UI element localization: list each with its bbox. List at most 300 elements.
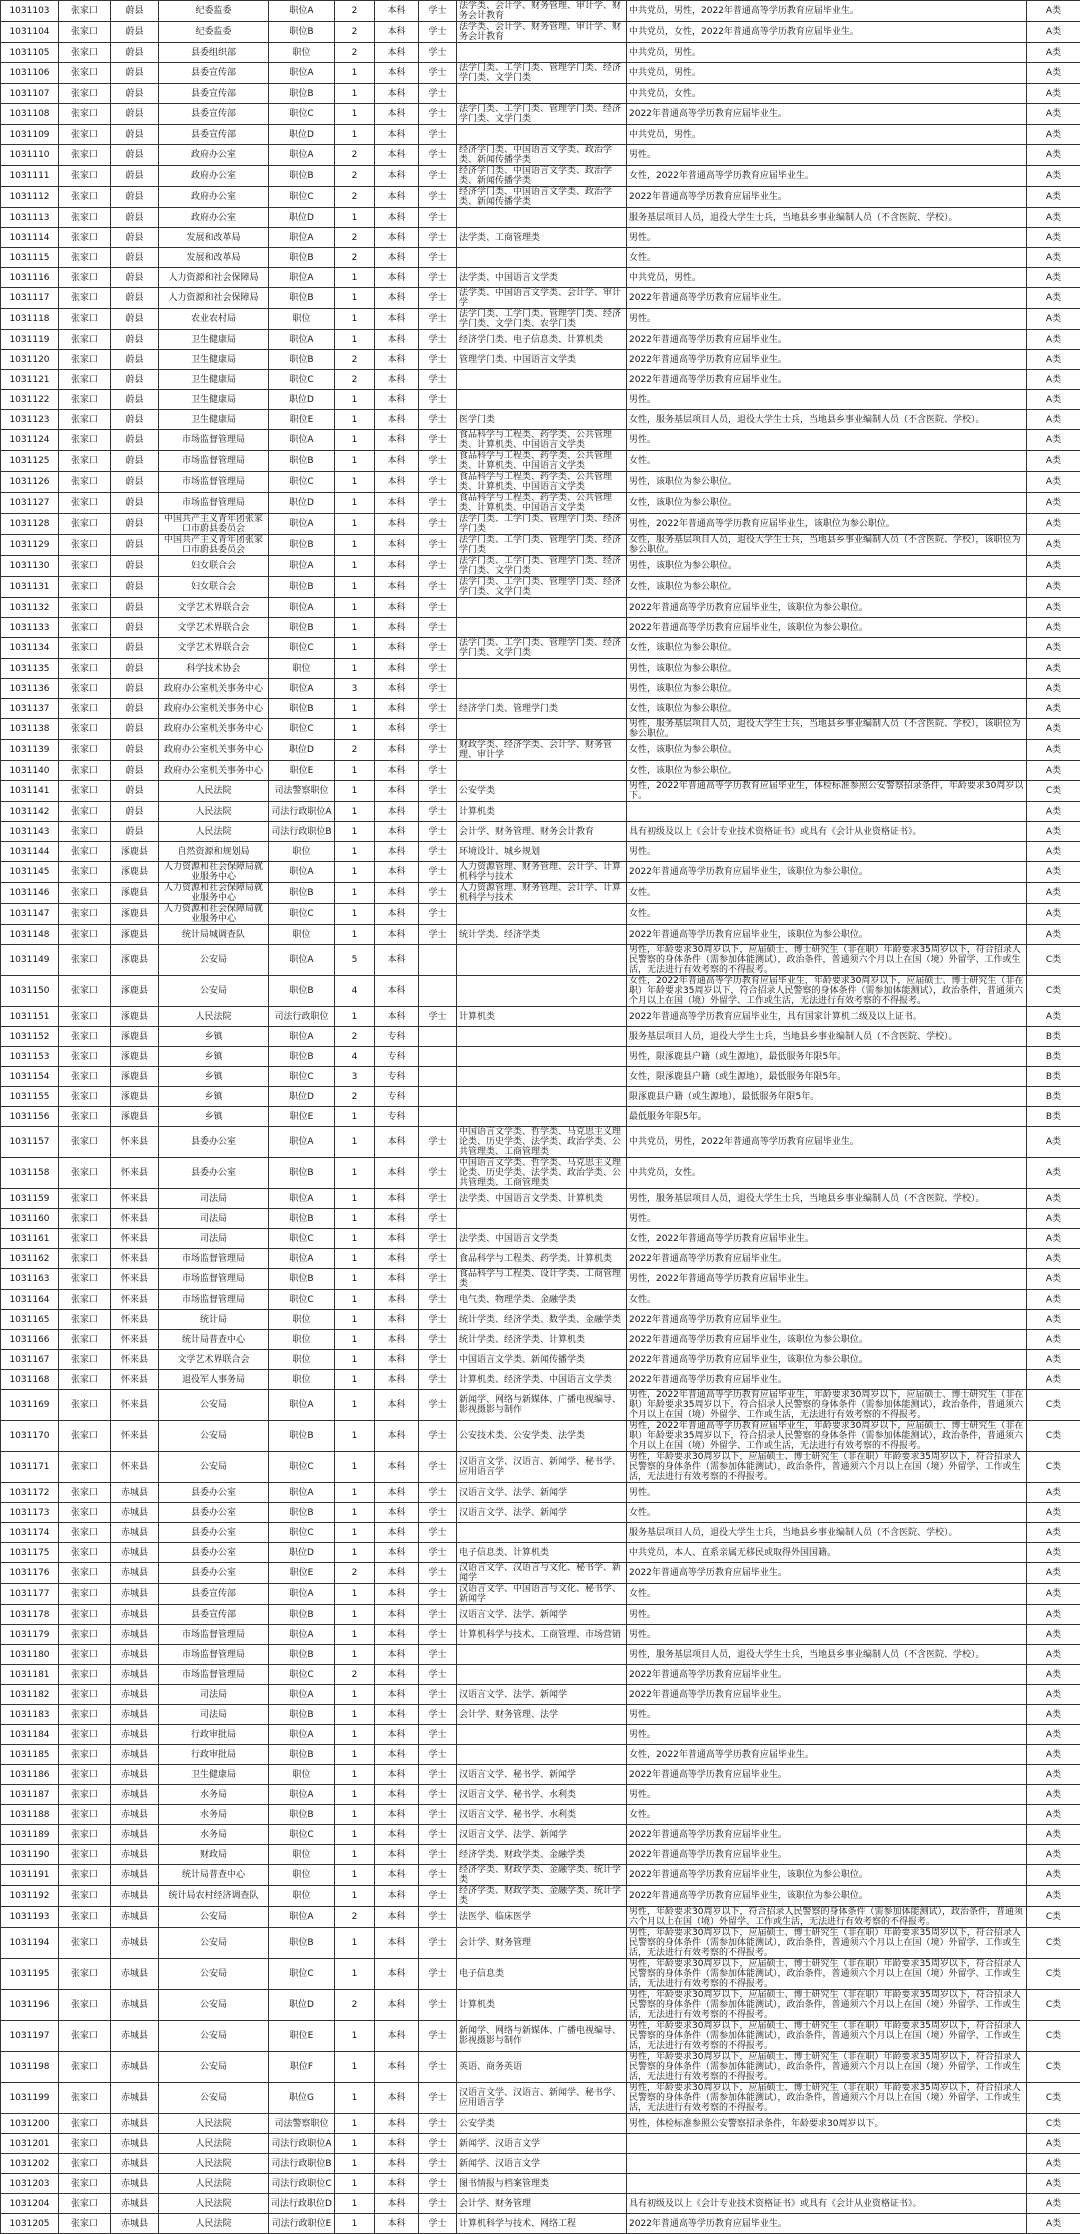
- requirements-cell: 中共党员，男性。: [627, 125, 1027, 145]
- headcount-cell: 1: [335, 1928, 375, 1959]
- education-cell: 本科: [375, 1645, 419, 1665]
- position-code-cell: 1031198: [1, 2052, 59, 2083]
- city-cell: 张家口: [59, 84, 111, 104]
- degree-cell: 学士: [419, 556, 457, 577]
- requirements-cell: 男性。: [627, 1705, 1027, 1725]
- major-cell: 计算机类: [457, 1007, 627, 1027]
- headcount-cell: 1: [335, 802, 375, 822]
- county-cell: 蔚县: [111, 761, 159, 781]
- category-cell: A类: [1027, 1310, 1080, 1330]
- table-row: [1, 822, 1080, 842]
- county-cell: 蔚县: [111, 781, 159, 802]
- county-cell: 赤城县: [111, 2194, 159, 2214]
- category-cell: A类: [1027, 1563, 1080, 1584]
- department-cell: 县委组织部: [159, 43, 269, 63]
- city-cell: 张家口: [59, 472, 111, 493]
- headcount-cell: 1: [335, 84, 375, 104]
- table-row: [1, 1928, 1080, 1959]
- position-name-cell: 职位A: [269, 1483, 335, 1503]
- position-code-cell: 1031179: [1, 1625, 59, 1645]
- education-cell: 本科: [375, 1503, 419, 1523]
- position-code-cell: 1031171: [1, 1452, 59, 1483]
- county-cell: 赤城县: [111, 1625, 159, 1645]
- category-cell: A类: [1027, 451, 1080, 472]
- position-name-cell: 职位B: [269, 451, 335, 472]
- department-cell: 纪委监委: [159, 22, 269, 43]
- department-cell: 县委宣传部: [159, 84, 269, 104]
- department-cell: 人民法院: [159, 2154, 269, 2174]
- category-cell: C类: [1027, 2052, 1080, 2083]
- position-code-cell: 1031161: [1, 1229, 59, 1249]
- education-cell: 本科: [375, 451, 419, 472]
- department-cell: 司法局: [159, 1229, 269, 1249]
- position-code-cell: 1031151: [1, 1007, 59, 1027]
- department-cell: 市场监督管理局: [159, 1625, 269, 1645]
- education-cell: 本科: [375, 187, 419, 208]
- county-cell: 赤城县: [111, 2021, 159, 2052]
- county-cell: 赤城县: [111, 1503, 159, 1523]
- position-code-cell: 1031184: [1, 1725, 59, 1745]
- county-cell: 蔚县: [111, 370, 159, 390]
- headcount-cell: 1: [335, 1229, 375, 1249]
- headcount-cell: 1: [335, 2174, 375, 2194]
- requirements-cell: 男性，该职位为参公职位。: [627, 556, 1027, 577]
- degree-cell: 学士: [419, 430, 457, 451]
- requirements-cell: 2022年普通高等学历教育应届毕业生。: [627, 1249, 1027, 1269]
- education-cell: 本科: [375, 248, 419, 268]
- major-cell: 计算机科学与技术、工商管理、市场营销: [457, 1625, 627, 1645]
- requirements-cell: 男性，限涿鹿县户籍（或生源地），最低服务年限5年。: [627, 1047, 1027, 1067]
- degree-cell: 学士: [419, 883, 457, 904]
- position-code-cell: 1031138: [1, 719, 59, 740]
- headcount-cell: 1: [335, 309, 375, 330]
- table-row: [1, 2154, 1080, 2174]
- county-cell: 怀来县: [111, 1290, 159, 1310]
- requirements-cell: 男性。: [627, 1483, 1027, 1503]
- major-cell: 会计学、财务管理、法学: [457, 1705, 627, 1725]
- degree-cell: 学士: [419, 1007, 457, 1027]
- category-cell: A类: [1027, 2154, 1080, 2174]
- degree-cell: 学士: [419, 802, 457, 822]
- category-cell: A类: [1027, 330, 1080, 350]
- position-name-cell: 职位A: [269, 1907, 335, 1928]
- position-code-cell: 1031126: [1, 472, 59, 493]
- city-cell: 张家口: [59, 1865, 111, 1886]
- position-name-cell: 司法行政职位E: [269, 2214, 335, 2234]
- table-row: [1, 1990, 1080, 2021]
- position-name-cell: 职位A: [269, 1249, 335, 1269]
- city-cell: 张家口: [59, 1959, 111, 1990]
- headcount-cell: 1: [335, 1959, 375, 1990]
- position-name-cell: 职位D: [269, 208, 335, 228]
- degree-cell: 学士: [419, 2134, 457, 2154]
- position-name-cell: 司法行政职位D: [269, 2194, 335, 2214]
- degree-cell: 学士: [419, 1725, 457, 1745]
- requirements-cell: 2022年普通高等学历教育应届毕业生。: [627, 1765, 1027, 1785]
- position-code-cell: 1031163: [1, 1269, 59, 1290]
- category-cell: A类: [1027, 22, 1080, 43]
- department-cell: 卫生健康局: [159, 350, 269, 370]
- department-cell: 水务局: [159, 1825, 269, 1845]
- table-row: [1, 618, 1080, 638]
- category-cell: A类: [1027, 842, 1080, 862]
- headcount-cell: 1: [335, 1330, 375, 1350]
- position-name-cell: 司法警察职位: [269, 781, 335, 802]
- city-cell: 张家口: [59, 1665, 111, 1685]
- position-code-cell: 1031177: [1, 1584, 59, 1605]
- requirements-cell: 中共党员，男性。: [627, 268, 1027, 288]
- table-row: [1, 1865, 1080, 1886]
- major-cell: 会计学、财务管理: [457, 1928, 627, 1959]
- major-cell: [457, 1209, 627, 1229]
- requirements-cell: [627, 2154, 1027, 2174]
- table-row: [1, 1, 1080, 22]
- category-cell: A类: [1027, 883, 1080, 904]
- position-name-cell: 职位: [269, 1370, 335, 1390]
- county-cell: 蔚县: [111, 248, 159, 268]
- major-cell: 法学门类、工学门类、管理学门类、经济学门类、文学门类: [457, 104, 627, 125]
- department-cell: 公安局: [159, 2052, 269, 2083]
- major-cell: 法学类、会计学、财务管理、审计学、财务会计教育: [457, 22, 627, 43]
- county-cell: 涿鹿县: [111, 883, 159, 904]
- category-cell: C类: [1027, 2114, 1080, 2134]
- position-code-cell: 1031172: [1, 1483, 59, 1503]
- degree-cell: 学士: [419, 1350, 457, 1370]
- position-code-cell: 1031159: [1, 1189, 59, 1209]
- requirements-cell: 男性，年龄要求30周岁以下，符合招录人民警察的身体条件（需参加体能测试），政治条件，普通须六个月以上在国（境）外留学、工作或生活，无法进行有效考察的不得报考。: [627, 1907, 1027, 1928]
- category-cell: A类: [1027, 1785, 1080, 1805]
- county-cell: 赤城县: [111, 2052, 159, 2083]
- major-cell: [457, 1067, 627, 1087]
- category-cell: A类: [1027, 1825, 1080, 1845]
- requirements-cell: 中共党员，女性，2022年普通高等学历教育应届毕业生。: [627, 22, 1027, 43]
- department-cell: 人民法院: [159, 2114, 269, 2134]
- headcount-cell: 1: [335, 472, 375, 493]
- major-cell: 汉语言文学、汉语言与文化、秘书学、新闻学: [457, 1563, 627, 1584]
- category-cell: A类: [1027, 1229, 1080, 1249]
- position-name-cell: 职位B: [269, 1503, 335, 1523]
- category-cell: B类: [1027, 1027, 1080, 1047]
- department-cell: 行政审批局: [159, 1725, 269, 1745]
- category-cell: A类: [1027, 1725, 1080, 1745]
- education-cell: 专科: [375, 1047, 419, 1067]
- table-row: [1, 862, 1080, 883]
- county-cell: 赤城县: [111, 1483, 159, 1503]
- county-cell: 涿鹿县: [111, 1087, 159, 1107]
- education-cell: 本科: [375, 145, 419, 166]
- headcount-cell: 1: [335, 862, 375, 883]
- requirements-cell: 男性。: [627, 1785, 1027, 1805]
- department-cell: 公安局: [159, 1390, 269, 1421]
- major-cell: 法学门类、工学门类、管理学门类、经济学门类、文学门类、农学门类: [457, 309, 627, 330]
- county-cell: 怀来县: [111, 1127, 159, 1158]
- headcount-cell: 1: [335, 1725, 375, 1745]
- requirements-cell: 2022年普通高等学历教育应届毕业生，该职位为参公职位。: [627, 618, 1027, 638]
- education-cell: 本科: [375, 1745, 419, 1765]
- city-cell: 张家口: [59, 1269, 111, 1290]
- county-cell: 怀来县: [111, 1209, 159, 1229]
- degree-cell: 学士: [419, 1452, 457, 1483]
- city-cell: 张家口: [59, 1685, 111, 1705]
- city-cell: 张家口: [59, 309, 111, 330]
- county-cell: 蔚县: [111, 719, 159, 740]
- position-code-cell: 1031103: [1, 1, 59, 22]
- position-name-cell: 职位B: [269, 618, 335, 638]
- department-cell: 自然资源和规划局: [159, 842, 269, 862]
- degree-cell: 学士: [419, 679, 457, 699]
- table-row: [1, 1209, 1080, 1229]
- position-code-cell: 1031175: [1, 1543, 59, 1563]
- city-cell: 张家口: [59, 390, 111, 410]
- table-row: [1, 976, 1080, 1007]
- table-row: [1, 2214, 1080, 2234]
- category-cell: A类: [1027, 43, 1080, 63]
- requirements-cell: 中共党员，女性。: [627, 1158, 1027, 1189]
- major-cell: [457, 904, 627, 925]
- headcount-cell: 1: [335, 1249, 375, 1269]
- county-cell: 蔚县: [111, 618, 159, 638]
- category-cell: A类: [1027, 679, 1080, 699]
- table-row: [1, 1290, 1080, 1310]
- table-row: [1, 1067, 1080, 1087]
- major-cell: 经济学门类、中国语言文学类、政治学类、新闻传播学类: [457, 166, 627, 187]
- major-cell: 食品科学与工程类、药学类、公共管理类、计算机类、中国语言文学类: [457, 493, 627, 514]
- city-cell: 张家口: [59, 2083, 111, 2114]
- degree-cell: 学士: [419, 493, 457, 514]
- major-cell: [457, 1665, 627, 1685]
- position-name-cell: 职位B: [269, 1645, 335, 1665]
- category-cell: A类: [1027, 1705, 1080, 1725]
- requirements-cell: 男性。: [627, 430, 1027, 451]
- education-cell: 本科: [375, 761, 419, 781]
- county-cell: 蔚县: [111, 822, 159, 842]
- position-code-cell: 1031132: [1, 598, 59, 618]
- category-cell: A类: [1027, 1523, 1080, 1543]
- category-cell: A类: [1027, 2214, 1080, 2234]
- requirements-cell: 男性，年龄要求30周岁以下，应届硕士、博士研究生（非在职）年龄要求35周岁以下，符合招录人民警察的身体条件（需参加体能测试），政治条件，普通须六个月以上在国（境）外留学、工作或生活，无法进行有效考察的不得报考。: [627, 2021, 1027, 2052]
- category-cell: A类: [1027, 1290, 1080, 1310]
- position-code-cell: 1031118: [1, 309, 59, 330]
- department-cell: 发展和改革局: [159, 248, 269, 268]
- table-row: [1, 638, 1080, 659]
- department-cell: 乡镇: [159, 1047, 269, 1067]
- position-name-cell: 职位B: [269, 1158, 335, 1189]
- table-row: [1, 268, 1080, 288]
- requirements-cell: 中共党员，男性。: [627, 63, 1027, 84]
- position-name-cell: 职位E: [269, 1107, 335, 1127]
- degree-cell: 学士: [419, 2174, 457, 2194]
- headcount-cell: 1: [335, 761, 375, 781]
- degree-cell: 学士: [419, 84, 457, 104]
- city-cell: 张家口: [59, 2214, 111, 2234]
- category-cell: C类: [1027, 2083, 1080, 2114]
- education-cell: 本科: [375, 904, 419, 925]
- headcount-cell: 2: [335, 740, 375, 761]
- position-code-cell: 1031178: [1, 1605, 59, 1625]
- department-cell: 县委宣传部: [159, 125, 269, 145]
- education-cell: 本科: [375, 2214, 419, 2234]
- position-name-cell: 职位B: [269, 1269, 335, 1290]
- education-cell: 本科: [375, 2114, 419, 2134]
- city-cell: 张家口: [59, 1483, 111, 1503]
- city-cell: 张家口: [59, 208, 111, 228]
- position-name-cell: 职位B: [269, 166, 335, 187]
- degree-cell: 学士: [419, 370, 457, 390]
- table-row: [1, 577, 1080, 598]
- table-row: [1, 1158, 1080, 1189]
- position-name-cell: 职位F: [269, 2052, 335, 2083]
- requirements-cell: 男性，2022年普通高等学历教育应届毕业生，年龄要求30周岁以下，应届硕士、博士研究生（非在职）年龄要求35周岁以下，符合招录人民警察的身体条件（需参加体能测试），政治条件，普通须六个月以上在国（境）外留学、工作或生活，无法进行有效考察的不得报考。: [627, 1390, 1027, 1421]
- department-cell: 文学艺术界联合会: [159, 618, 269, 638]
- category-cell: A类: [1027, 1584, 1080, 1605]
- requirements-cell: 男性，年龄要求30周岁以下，应届硕士、博士研究生（非在职）年龄要求35周岁以下，符合招录人民警察的身体条件（需参加体能测试），政治条件，普通须六个月以上在国（境）外留学、工作或生活，无法进行有效考察的不得报考。: [627, 2083, 1027, 2114]
- category-cell: A类: [1027, 1503, 1080, 1523]
- city-cell: 张家口: [59, 904, 111, 925]
- headcount-cell: 1: [335, 781, 375, 802]
- major-cell: 英语、商务英语: [457, 2052, 627, 2083]
- county-cell: 蔚县: [111, 740, 159, 761]
- table-row: [1, 370, 1080, 390]
- requirements-cell: 男性，服务基层项目人员，退役大学生士兵，当地县乡事业编制人员（不含医院、学校），该职位为参公职位。: [627, 719, 1027, 740]
- degree-cell: [419, 1047, 457, 1067]
- degree-cell: 学士: [419, 1785, 457, 1805]
- county-cell: 赤城县: [111, 1665, 159, 1685]
- position-code-cell: 1031204: [1, 2194, 59, 2214]
- department-cell: 县委办公室: [159, 1503, 269, 1523]
- position-name-cell: 职位B: [269, 699, 335, 719]
- position-code-cell: 1031192: [1, 1886, 59, 1907]
- requirements-cell: [627, 2134, 1027, 2154]
- requirements-cell: 女性。: [627, 248, 1027, 268]
- requirements-cell: 2022年普通高等学历教育应届毕业生。: [627, 1563, 1027, 1584]
- headcount-cell: 1: [335, 1745, 375, 1765]
- city-cell: 张家口: [59, 699, 111, 719]
- city-cell: 张家口: [59, 410, 111, 430]
- county-cell: 赤城县: [111, 2174, 159, 2194]
- category-cell: A类: [1027, 309, 1080, 330]
- requirements-cell: 中共党员，女性。: [627, 84, 1027, 104]
- major-cell: 汉语言文学、法学、新闻学: [457, 1483, 627, 1503]
- county-cell: 涿鹿县: [111, 1047, 159, 1067]
- city-cell: 张家口: [59, 228, 111, 248]
- position-code-cell: 1031107: [1, 84, 59, 104]
- city-cell: 张家口: [59, 945, 111, 976]
- city-cell: 张家口: [59, 1785, 111, 1805]
- city-cell: 张家口: [59, 2194, 111, 2214]
- table-row: [1, 104, 1080, 125]
- degree-cell: 学士: [419, 1189, 457, 1209]
- position-name-cell: 司法警察职位: [269, 2114, 335, 2134]
- requirements-cell: 男性，年龄要求30周岁以下，应届硕士、博士研究生（非在职）年龄要求35周岁以下，符合招录人民警察的身体条件（需参加体能测试），政治条件，普通须六个月以上在国（境）外留学、工作或生活，无法进行有效考察的不得报考。: [627, 1990, 1027, 2021]
- category-cell: C类: [1027, 1452, 1080, 1483]
- headcount-cell: 2: [335, 228, 375, 248]
- requirements-cell: 男性，2022年普通高等学历教育应届毕业生，该职位为参公职位。: [627, 514, 1027, 535]
- department-cell: 司法局: [159, 1209, 269, 1229]
- table-row: [1, 390, 1080, 410]
- major-cell: [457, 370, 627, 390]
- major-cell: [457, 945, 627, 976]
- education-cell: 本科: [375, 430, 419, 451]
- education-cell: 本科: [375, 699, 419, 719]
- major-cell: [457, 1027, 627, 1047]
- table-row: [1, 1765, 1080, 1785]
- city-cell: 张家口: [59, 1290, 111, 1310]
- county-cell: 涿鹿县: [111, 1007, 159, 1027]
- major-cell: [457, 719, 627, 740]
- major-cell: 法学类、中国语言文学类: [457, 1229, 627, 1249]
- degree-cell: 学士: [419, 699, 457, 719]
- education-cell: 本科: [375, 1928, 419, 1959]
- department-cell: 政府办公室: [159, 187, 269, 208]
- county-cell: 蔚县: [111, 145, 159, 166]
- department-cell: 政府办公室: [159, 166, 269, 187]
- department-cell: 县委宣传部: [159, 63, 269, 84]
- education-cell: 本科: [375, 84, 419, 104]
- table-row: [1, 1007, 1080, 1027]
- degree-cell: 学士: [419, 228, 457, 248]
- position-name-cell: 职位C: [269, 719, 335, 740]
- position-name-cell: 职位D: [269, 493, 335, 514]
- major-cell: 公安学类: [457, 781, 627, 802]
- position-name-cell: 职位: [269, 1845, 335, 1865]
- table-row: [1, 1665, 1080, 1685]
- category-cell: A类: [1027, 104, 1080, 125]
- education-cell: 本科: [375, 1625, 419, 1645]
- table-row: [1, 2194, 1080, 2214]
- major-cell: [457, 1087, 627, 1107]
- requirements-cell: 女性，服务基层项目人员，退役大学生士兵，当地县乡事业编制人员（不含医院、学校），该职位为参公职位。: [627, 535, 1027, 556]
- category-cell: A类: [1027, 598, 1080, 618]
- position-name-cell: 职位D: [269, 1990, 335, 2021]
- position-code-cell: 1031197: [1, 2021, 59, 2052]
- major-cell: [457, 1645, 627, 1665]
- table-row: [1, 1127, 1080, 1158]
- position-name-cell: 职位B: [269, 84, 335, 104]
- city-cell: 张家口: [59, 1127, 111, 1158]
- headcount-cell: 1: [335, 1625, 375, 1645]
- table-row: [1, 842, 1080, 862]
- position-code-cell: 1031153: [1, 1047, 59, 1067]
- position-name-cell: 职位A: [269, 862, 335, 883]
- position-name-cell: 职位C: [269, 1523, 335, 1543]
- city-cell: 张家口: [59, 350, 111, 370]
- county-cell: 赤城县: [111, 1907, 159, 1928]
- position-code-cell: 1031202: [1, 2154, 59, 2174]
- city-cell: 张家口: [59, 1845, 111, 1865]
- category-cell: A类: [1027, 1805, 1080, 1825]
- position-code-cell: 1031176: [1, 1563, 59, 1584]
- education-cell: 本科: [375, 862, 419, 883]
- education-cell: 本科: [375, 781, 419, 802]
- degree-cell: 学士: [419, 577, 457, 598]
- education-cell: 本科: [375, 208, 419, 228]
- position-code-cell: 1031200: [1, 2114, 59, 2134]
- major-cell: 会计学、财务管理: [457, 2194, 627, 2214]
- headcount-cell: 1: [335, 1845, 375, 1865]
- position-code-cell: 1031167: [1, 1350, 59, 1370]
- major-cell: 食品科学与工程类、药学类、公共管理类、计算机类、中国语言文学类: [457, 430, 627, 451]
- category-cell: A类: [1027, 1370, 1080, 1390]
- headcount-cell: 1: [335, 1584, 375, 1605]
- major-cell: [457, 125, 627, 145]
- city-cell: 张家口: [59, 1765, 111, 1785]
- city-cell: 张家口: [59, 1705, 111, 1725]
- category-cell: A类: [1027, 248, 1080, 268]
- headcount-cell: 1: [335, 1865, 375, 1886]
- position-code-cell: 1031120: [1, 350, 59, 370]
- position-code-cell: 1031116: [1, 268, 59, 288]
- degree-cell: 学士: [419, 1745, 457, 1765]
